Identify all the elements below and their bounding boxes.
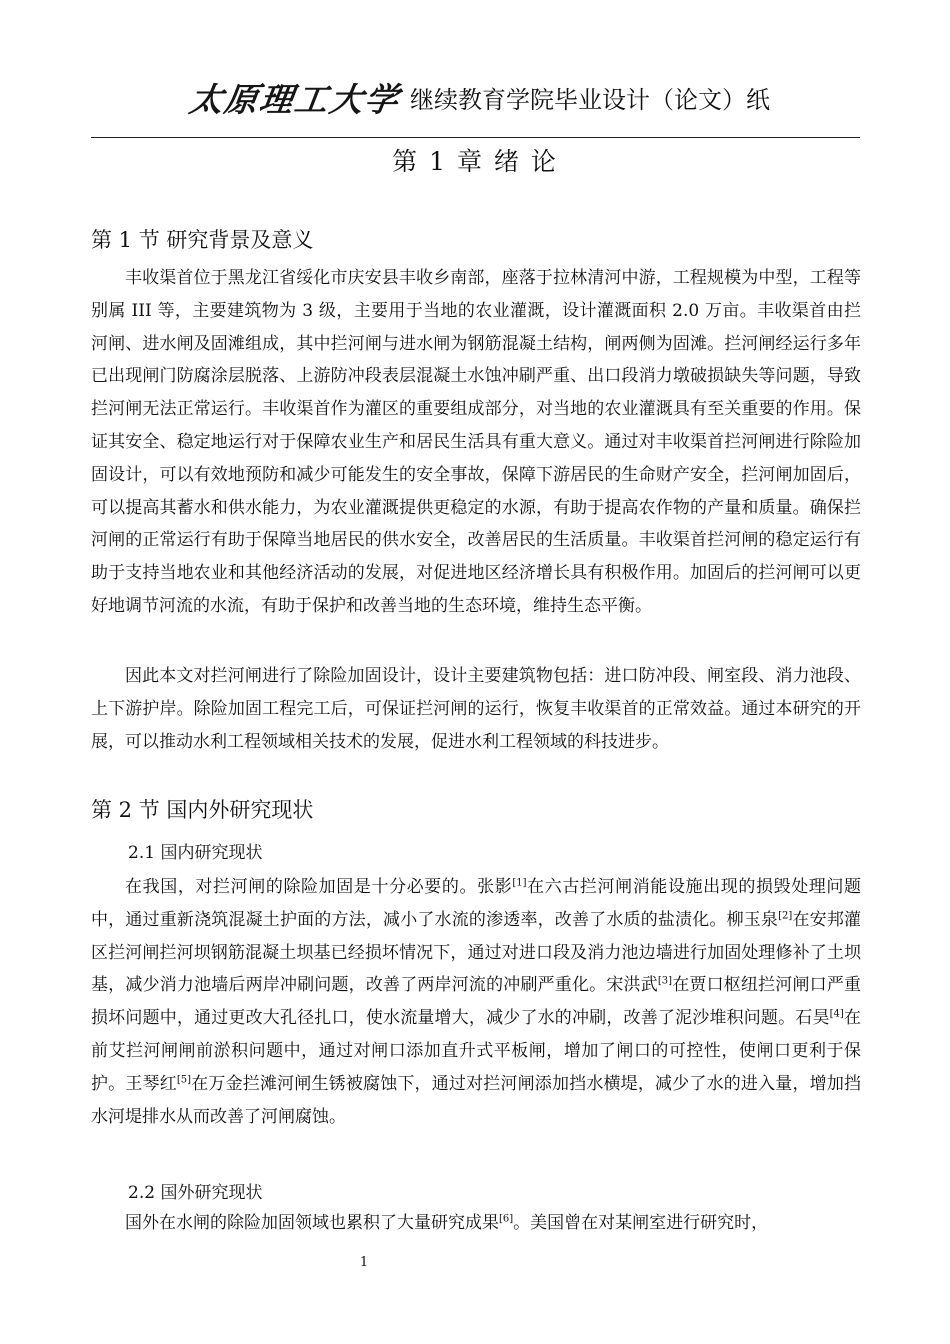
citation-2[interactable]: [2] <box>778 910 793 922</box>
page-number: 1 <box>359 1255 369 1270</box>
subsection-2-2-title: 2.2 国外研究现状 <box>128 1183 263 1203</box>
section-2-paragraph-2 <box>91 1207 861 1240</box>
section-2-paragraph-1 <box>91 871 861 1133</box>
subsection-2-1-title: 2.1 国内研究现状 <box>128 843 263 863</box>
text-run: 在我国，对拦河闸的除险加固是十分必要的。张影 <box>125 877 513 897</box>
university-logo: 太原理工大学 <box>186 79 403 119</box>
citation-5[interactable]: [5] <box>176 1074 192 1086</box>
citation-1[interactable]: [1] <box>512 877 527 889</box>
text-run: 在万金拦滩河闸生锈被腐蚀下，通过对拦河闸添加挡水横堤，减少了水的进入量，增加挡水河堤排水从而改善了河闸腐蚀。 <box>91 1073 861 1127</box>
section-1-paragraph-1: 丰收渠首位于黑龙江省绥化市庆安县丰收乡南部，座落于拉林清河中游，工程规模为中型，工程等别属 III 等，主要建筑物为 3 级，主要用于当地的农业灌溉，设计灌溉面积 2.0 万亩。丰收渠首由拦河闸、进水闸及固滩组成，其中拦河闸与进水闸为钢筋混凝土结构，闸两侧为固滩。拦河闸经运行多年已出现闸门防腐涂层脱落、上游防冲段表层混凝土水蚀冲刷严重、出口段消力墩破损缺失等问题，导致拦河闸无法正常运行。丰收渠首作为灌区的重要组成部分，对当地的农业灌溉具有至关重要的作用。保证其安全、稳定地运行对于保障农业生产和居民生活具有重大意义。通过对丰收渠首拦河闸进行除险加固设计，可以有效地预防和减少可能发生的安全事故，保障下游居民的生命财产安全，拦河闸加固后，可以提高其蓄水和供水能力，为农业灌溉提供更稳定的水源，有助于提高农作物的产量和质量。确保拦河闸的正常运行有助于保障当地居民的供水安全，改善居民的生活质量。丰收渠首拦河闸的稳定运行有助于支持当地农业和其他经济活动的发展，对促进地区经济增长具有积极作用。加固后的拦河闸可以更好地调节河流的水流，有助于保护和改善当地的生态环境，维持生态平衡。 <box>91 268 861 616</box>
citation-3[interactable]: [3] <box>657 975 673 987</box>
text-run: 在安邦灌区拦河闸拦河坝钢筋混凝土坝基已经损坏情况下，通过对进口段及消力池边墙进行加固处理修补了土坝基，减少消力池墙后两岸冲刷问题，改善了两岸河流的冲刷严重化。宋洪武 <box>91 909 862 996</box>
header-title: 继续教育学院毕业设计（论文）纸 <box>410 85 770 114</box>
text-run: 在贾口枢纽拦河闸口严重损坏问题中，通过更改大孔径扎口，使水流量增大，减少了水的冲刷，改善了泥沙堆积问题。石昊 <box>91 975 862 1029</box>
page-header <box>186 72 770 122</box>
text-run: 国外在水闸的除险加固领域也累积了大量研究成果 <box>125 1213 499 1233</box>
text-run: 。美国曾在对某闸室进行研究时， <box>513 1213 769 1233</box>
text-run: 在前艾拦河闸闸前淤积问题中，通过对闸口添加直升式平板闸，增加了闸口的可控性，使闸口更利于保护。王琴红 <box>91 1008 862 1094</box>
section-2-title: 第 2 节 国内外研究现状 <box>91 798 314 822</box>
section-1-paragraph-2: 因此本文对拦河闸进行了除险加固设计，设计主要建筑物包括：进口防冲段、闸室段、消力池段、上下游护岸。除险加固工程完工后，可保证拦河闸的运行，恢复丰收渠首的正常效益。通过本研究的开展，可以推动水利工程领域相关技术的发展，促进水利工程领域的科技进步。 <box>91 666 861 752</box>
header-rule <box>91 137 860 138</box>
section-1-title: 第 1 节 研究背景及意义 <box>91 228 314 252</box>
citation-6[interactable]: [6] <box>499 1213 514 1225</box>
citation-4[interactable]: [4] <box>829 1008 844 1020</box>
text-run: 在六古拦河闸消能设施出现的损毁处理问题中，通过重新浇筑混凝土护面的方法，减小了水流的渗透率，改善了水质的盐渍化。柳玉泉 <box>91 877 862 930</box>
chapter-title: 第 1 章 绪 论 <box>392 147 558 176</box>
